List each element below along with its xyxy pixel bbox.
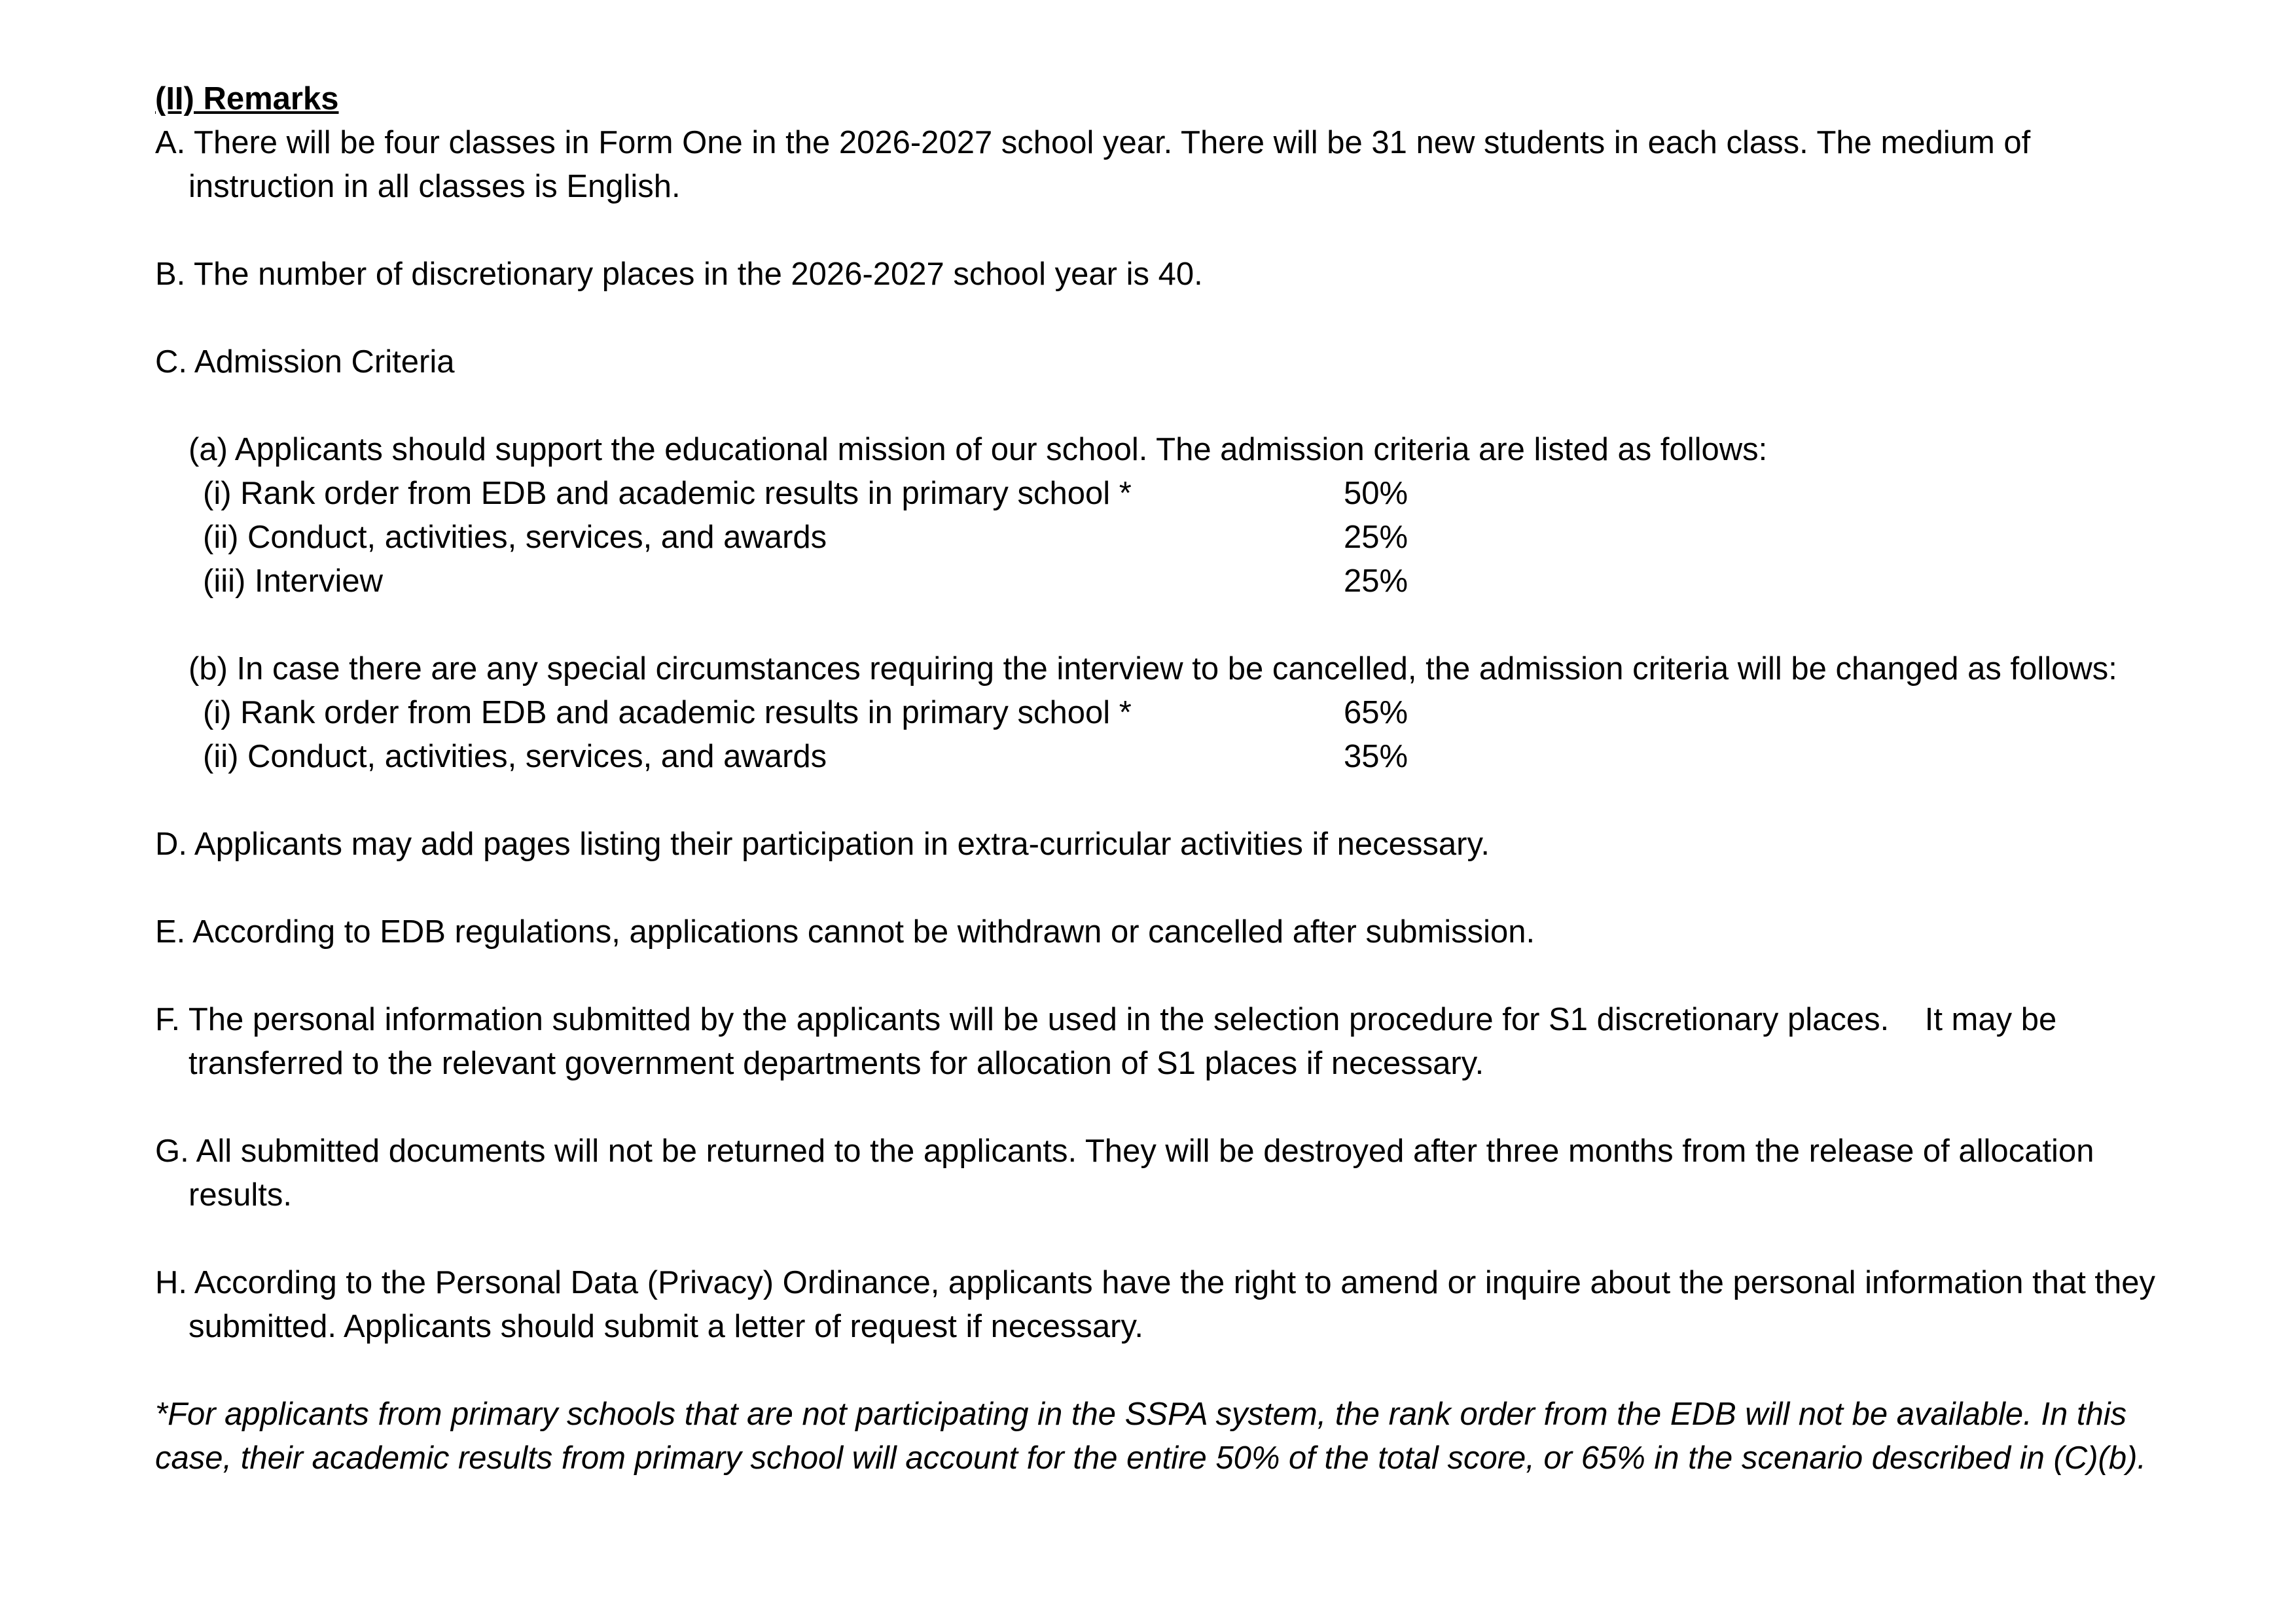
remark-h: H. According to the Personal Data (Privacy) Ordinance, applicants have the right to amend or inquire about the personal information that they submitted. Applicants should submit a letter of request if necessary. [155, 1265, 2164, 1344]
remark-f: F. The personal information submitted by the applicants will be used in the selection procedure for S1 discretionary places. It may be transferred to the relevant government departments for allocation of S1 places if necessary. [155, 1002, 2066, 1081]
remark-d: D. Applicants may add pages listing their participation in extra-curricular activities if necessary. [155, 827, 1490, 862]
criteria-row [188, 735, 2171, 779]
criteria-percent: 50% [1344, 476, 1408, 511]
criteria-row [188, 560, 2171, 603]
criteria-a-block [155, 428, 2171, 603]
criteria-a-intro: (a) Applicants should support the educational mission of our school. The admission criteria are listed as follows: [188, 432, 1768, 467]
remark-g: G. All submitted documents will not be returned to the applicants. They will be destroyed after three months from the release of allocation results. [155, 1133, 2104, 1213]
section-heading: (II) Remarks [155, 81, 339, 116]
remark-e: E. According to EDB regulations, applications cannot be withdrawn or cancelled after submission. [155, 914, 1535, 950]
criteria-label: (ii) Conduct, activities, services, and awards [203, 739, 827, 774]
footnote: *For applicants from primary schools that are not participating in the SSPA system, the rank order from the EDB will not be available. In this case, their academic results from primary school will account for the entire 50% of the total score, or 65% in the scenario described in (C)(b). [155, 1397, 2147, 1476]
criteria-label: (i) Rank order from EDB and academic results in primary school * [203, 476, 1132, 511]
criteria-label: (ii) Conduct, activities, services, and awards [203, 520, 827, 555]
criteria-row [188, 472, 2171, 516]
criteria-percent: 25% [1344, 563, 1408, 599]
remarks-page [155, 77, 2171, 1480]
criteria-row [188, 516, 2171, 560]
criteria-row [188, 691, 2171, 735]
criteria-label: (i) Rank order from EDB and academic results in primary school * [203, 695, 1132, 730]
remark-a: A. There will be four classes in Form One in the 2026-2027 school year. There will be 31 new students in each class. The medium of instruction in all classes is English. [155, 125, 2039, 204]
criteria-b-intro: (b) In case there are any special circumstances requiring the interview to be cancelled, the admission criteria will be changed as follows: [188, 651, 2117, 687]
criteria-percent: 65% [1344, 695, 1408, 730]
criteria-percent: 35% [1344, 739, 1408, 774]
criteria-label: (iii) Interview [203, 563, 383, 599]
criteria-percent: 25% [1344, 520, 1408, 555]
remark-b: B. The number of discretionary places in the 2026-2027 school year is 40. [155, 257, 1203, 292]
criteria-b-block [155, 647, 2171, 779]
remark-c-title: C. Admission Criteria [155, 344, 455, 380]
